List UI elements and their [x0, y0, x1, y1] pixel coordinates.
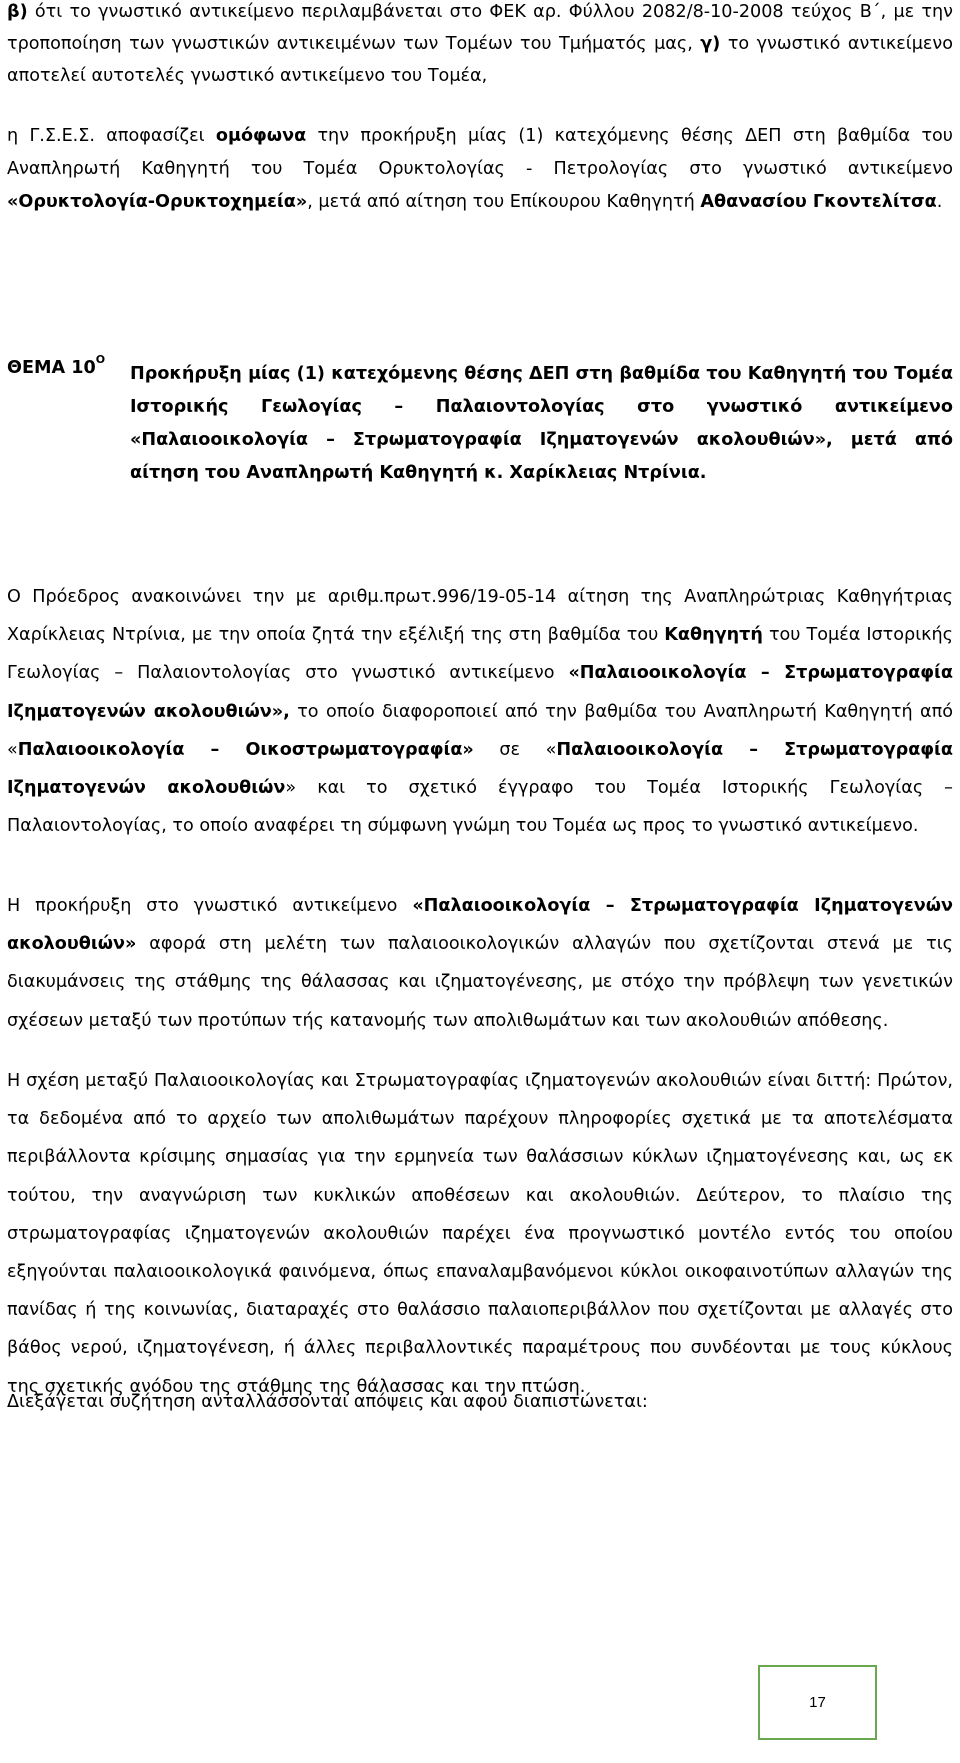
call-subject: «Παλαιοοικολογία – Στρωματογραφία Ιζηματογενών ακολουθιών» [7, 896, 954, 955]
decision-subject: «Ορυκτολογία-Ορυκτοχημεία» [7, 192, 308, 212]
decision-paragraph [7, 120, 953, 219]
call-text: Η προκήρυξη στο γνωστικό αντικείμενο [7, 896, 398, 916]
announcement-text: Ο Πρόεδρος ανακοινώνει την με αριθμ.πρωτ.996/19-05-14 αίτηση της Αναπληρώτριας Καθηγήτριας Χαρίκλειας Ντρίνια, με την οποία ζητά την εξέλιξή της στη βαθμίδα του [7, 587, 953, 646]
item-b-label: β) [7, 2, 28, 22]
intro-conditions [7, 0, 953, 92]
announcement-paragraph [7, 578, 953, 845]
decision-candidate: Αθανασίου Γκοντελίτσα [700, 192, 937, 212]
announcement-rank: Καθηγητή [664, 625, 763, 646]
closing-line: Διεξάγεται συζήτηση ανταλλάσσονται απόψεις και αφού διαπιστώνεται: [7, 1392, 648, 1412]
theme-ordinal: Ο [95, 353, 106, 366]
announcement-text: το οποίο διαφοροποιεί από την βαθμίδα του Αναπληρωτή Καθηγητή από « [7, 701, 953, 760]
announcement-text: » και το σχετικό έγγραφο του Τομέα Ιστορικής Γεωλογίας – Παλαιοντολογίας, το οποίο αναφέρει τη σύμφωνη γνώμη του Τομέα ως προς το γνωστικό αντικείμενο. [7, 778, 953, 837]
theme-number: ΘΕΜΑ 10 [7, 357, 96, 378]
announcement-text: του Τομέα Ιστορικής Γεωλογίας – Παλαιοντολογίας στο γνωστικό αντικείμενο [7, 625, 954, 684]
decision-text: η Γ.Σ.Ε.Σ. αποφασίζει [7, 126, 205, 146]
call-text: αφορά στη μελέτη των παλαιοοικολογικών αλλαγών που σχετίζονται στενά με τις διακυμάνσεις της στάθμης της θάλασσας και ιζηματογένεσης, με στόχο την πρόβλεψη των γενετικών σχέσεων μεταξύ των προτύπων τής κατανομής των απολιθωμάτων και των ακολουθιών απόθεσης. [7, 934, 953, 1031]
relation-paragraph: Η σχέση μεταξύ Παλαιοοικολογίας και Στρωματογραφίας ιζηματογενών ακολουθιών είναι διττή: Πρώτον, τα δεδομένα από το αρχείο των απολιθωμάτων παρέχουν πληροφορίες σχετικά με τα αποτελέσματα περιβάλλοντα κρίσιμης σημασίας για την ερμηνεία των θαλάσσιων κύκλων ιζηματογένεσης και, ως εκ τούτου, την αναγνώριση των κυκλικών αποθέσεων και ακολουθιών. Δεύτερον, το πλαίσιο της στρωματογραφίας ιζηματογενών ακολουθιών παρέχει ένα προγνωστικό μοντέλο εντός του οποίου εξηγούνται παλαιοοικολογικά φαινόμενα, όπως επαναλαμβανόμενοι κύκλοι οικοφαινοτύπων αλλαγών της πανίδας ή της κοινωνίας, διαταραχές στο θαλάσσιο παλαιοπεριβάλλον που σχετίζονται με αλλαγές στο βάθος νερού, ιζηματογένεση, ή άλλες περιβαλλοντικές παραμέτρους που συνδέονται με τους κύκλους της σχετικής ανόδου της στάθμης της θάλασσας και την πτώση. [7, 1071, 953, 1397]
decision-text: , μετά από αίτηση του Επίκουρου Καθηγητή [307, 192, 695, 212]
page-number: 17 [809, 1694, 826, 1711]
announcement-new-subject: Παλαιοοικολογία – Στρωματογραφία Ιζηματογενών ακολουθιών [7, 739, 953, 799]
announcement-text: σε « [499, 739, 557, 760]
item-c-label: γ) [700, 34, 721, 54]
item-c-text: το γνωστικό αντικείμενο αποτελεί αυτοτελές γνωστικό αντικείμενο του Τομέα, [7, 34, 954, 86]
announcement-old-subject: Παλαιοοικολογία – Οικοστρωματογραφία» [17, 739, 474, 760]
item-b-text: ότι το γνωστικό αντικείμενο περιλαμβάνεται στο ΦΕΚ αρ. Φύλλου 2082/8-10-2008 τεύχος Β΄, με την τροποποίηση των γνωστικών αντικειμένων των Τομέων του Τμήματός μας, [7, 2, 953, 54]
theme-title: Προκήρυξη μίας (1) κατεχόμενης θέσης ΔΕΠ στη βαθμίδα του Καθηγητή του Τομέα Ιστορικής Γεωλογίας – Παλαιοντολογίας στο γνωστικό αντικείμενο «Παλαιοοικολογία – Στρωματογραφία Ιζηματογενών ακολουθιών», μετά από αίτηση του Αναπληρωτή Καθηγητή κ. Χαρίκλειας Ντρίνια. [130, 364, 953, 483]
decision-text: την προκήρυξη μίας (1) κατεχόμενης θέσης ΔΕΠ στη βαθμίδα του Αναπληρωτή Καθηγητή του Τομέα Ορυκτολογίας - Πετρολογίας στο γνωστικό αντικείμενο [7, 126, 953, 179]
theme-label [7, 353, 106, 378]
call-paragraph [7, 887, 953, 1040]
decision-unanimous: ομόφωνα [215, 126, 307, 146]
decision-text: . [936, 192, 943, 212]
announcement-subject: «Παλαιοοικολογία – Στρωματογραφία Ιζηματογενών ακολουθιών», [7, 663, 953, 722]
page-number-box [758, 1665, 877, 1740]
